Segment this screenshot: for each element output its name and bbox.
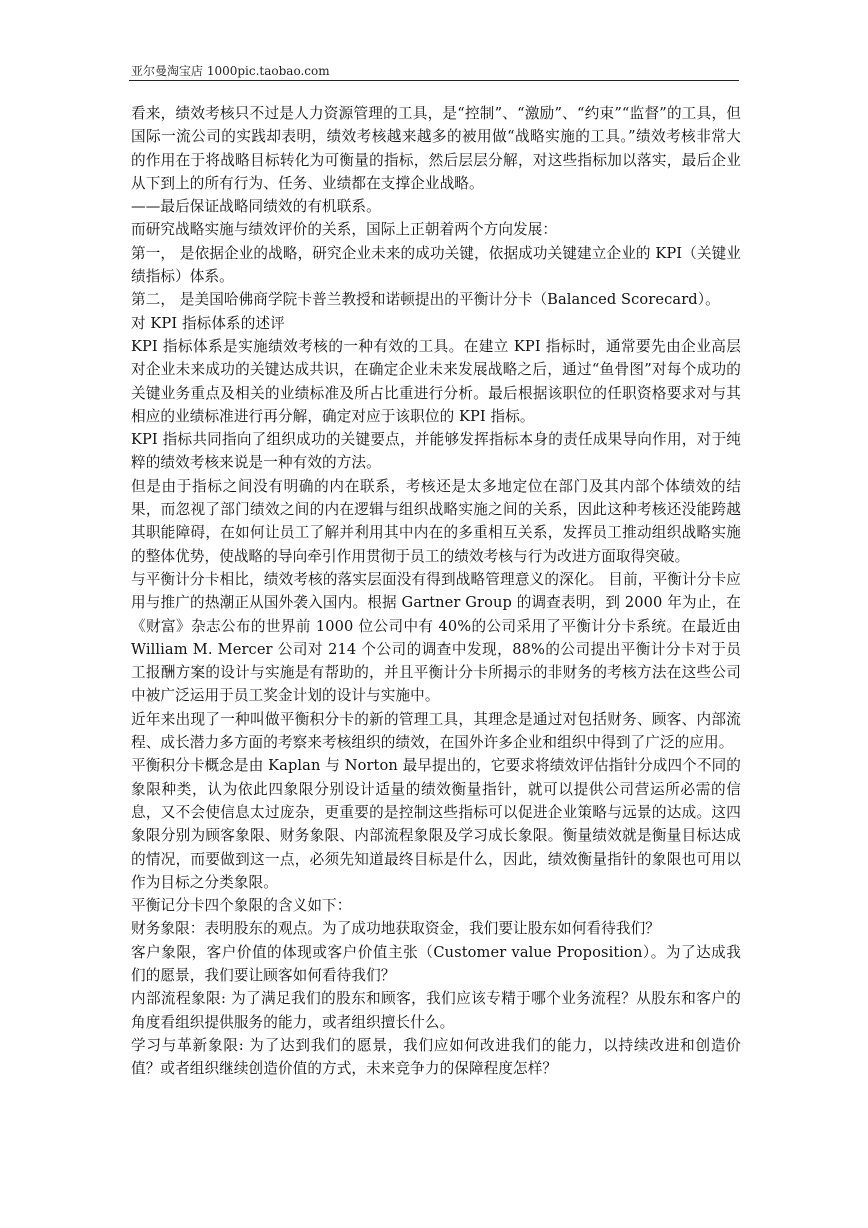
paragraph: 近年来出现了一种叫做平衡积分卡的新的管理工具，其理念是通过对包括财务、顾客、内部流程、成长潜力多方面的考察来考核组织的绩效，在国外许多企业和组织中得到了广泛的应用。 [131,710,741,752]
paragraph: 内部流程象限: 为了满足我们的股东和顾客，我们应该专精于哪个业务流程？从股东和客户的角度看组织提供服务的能力，或者组织擅长什么。 [131,990,741,1031]
paragraph: 而研究战略实施与绩效评价的关系，国际上正朝着两个方向发展： [131,221,558,239]
paragraph: 客户象限，客户价值的体现或客户价值主张（Customer value Proposition）。为了达成我们的愿景，我们要让顾客如何看待我们？ [131,943,741,984]
section-heading: 对 KPI 指标体系的述评 [131,314,285,332]
paragraph: KPI 指标体系是实施绩效考核的一种有效的工具。在建立 KPI 指标时，通常要先由企业高层对企业未来成功的关键达成共识，在确定企业未来发展战略之后，通过“鱼骨图”对每个成功的关键业务重点及相关的业绩标准及所占比重进行分析。最后根据该职位的任职资格要求对与其相应的业绩标准进行再分解，确定对应于该职位的 KPI 指标。 [131,337,741,425]
page-header: 亚尔曼淘宝店 1000pic.taobao.com [131,64,330,78]
paragraph: KPI 指标共同指向了组织成功的关键要点，并能够发挥指标本身的责任成果导向作用，对于纯粹的绩效考核来说是一种有效的方法。 [131,431,741,472]
header-divider [129,80,739,81]
paragraph: 第一， 是依据企业的战略，研究企业未来的成功关键，依据成功关键建立企业的 KPI（关键业绩指标）体系。 [131,244,741,286]
paragraph: 财务象限：表明股东的观点。为了成功地获取资金，我们要让股东如何看待我们？ [131,920,660,938]
paragraph: 平衡记分卡四个象限的含义如下： [131,897,352,915]
document-body [131,102,741,1080]
paragraph: 但是由于指标之间没有明确的内在联系，考核还是太多地定位在部门及其内部个体绩效的结果，而忽视了部门绩效之间的内在逻辑与组织战略实施之间的关系，因此这种考核还没能跨越其职能障碍，在如何让员工了解并利用其中内在的多重相互关系，发挥员工推动组织战略实施的整体优势，使战略的导向牵引作用贯彻于员工的绩效考核与行为改进方面取得突破。 [131,477,741,565]
paragraph: 学习与革新象限: 为了达到我们的愿景，我们应如何改进我们的能力，以持续改进和创造价值？或者组织继续创造价值的方式，未来竞争力的保障程度怎样？ [131,1036,741,1078]
paragraph: 看来，绩效考核只不过是人力资源管理的工具，是“控制”、“激励”、“约束”“监督”的工具，但国际一流公司的实践却表明，绩效考核越来越多的被用做“战略实施的工具。”绩效考核非常大的作用在于将战略目标转化为可衡量的指标，然后层层分解，对这些指标加以落实，最后企业从下到上的所有行为、任务、业绩都在支撑企业战略。 [131,105,741,192]
paragraph: ——最后保证战略同绩效的有机联系。 [131,198,381,216]
paragraph: 第二， 是美国哈佛商学院卡普兰教授和诺顿提出的平衡计分卡（Balanced Scorecard）。 [131,291,720,309]
paragraph: 平衡积分卡概念是由 Kaplan 与 Norton 最早提出的，它要求将绩效评估指针分成四个不同的象限种类，认为依此四象限分别设计适量的绩效衡量指针，就可以提供公司营运所必需的信息，又不会使信息太过庞杂，更重要的是控制这些指标可以促进企业策略与远景的达成。这四象限分别为顾客象限、财务象限、内部流程象限及学习成长象限。衡量绩效就是衡量目标达成的情况，而要做到这一点，必须先知道最终目标是什么，因此，绩效衡量指针的象限也可用以作为目标之分类象限。 [131,757,741,891]
paragraph: 与平衡计分卡相比，绩效考核的落实层面没有得到战略管理意义的深化。 目前，平衡计分卡应用与推广的热潮正从国外袭入国内。根据 Gartner Group 的调查表明，到 2000 年为止，在《财富》杂志公布的世界前 1000 位公司中有 40%的公司采用了平衡计分卡系统。在最近由 William M. Mercer 公司对 214 个公司的调查中发现，88%的公司提出平衡计分卡对于员工报酬方案的设计与实施是有帮助的，并且平衡计分卡所揭示的非财务的考核方法在这些公司中被广泛运用于员工奖金计划的设计与实施中。 [131,570,741,705]
